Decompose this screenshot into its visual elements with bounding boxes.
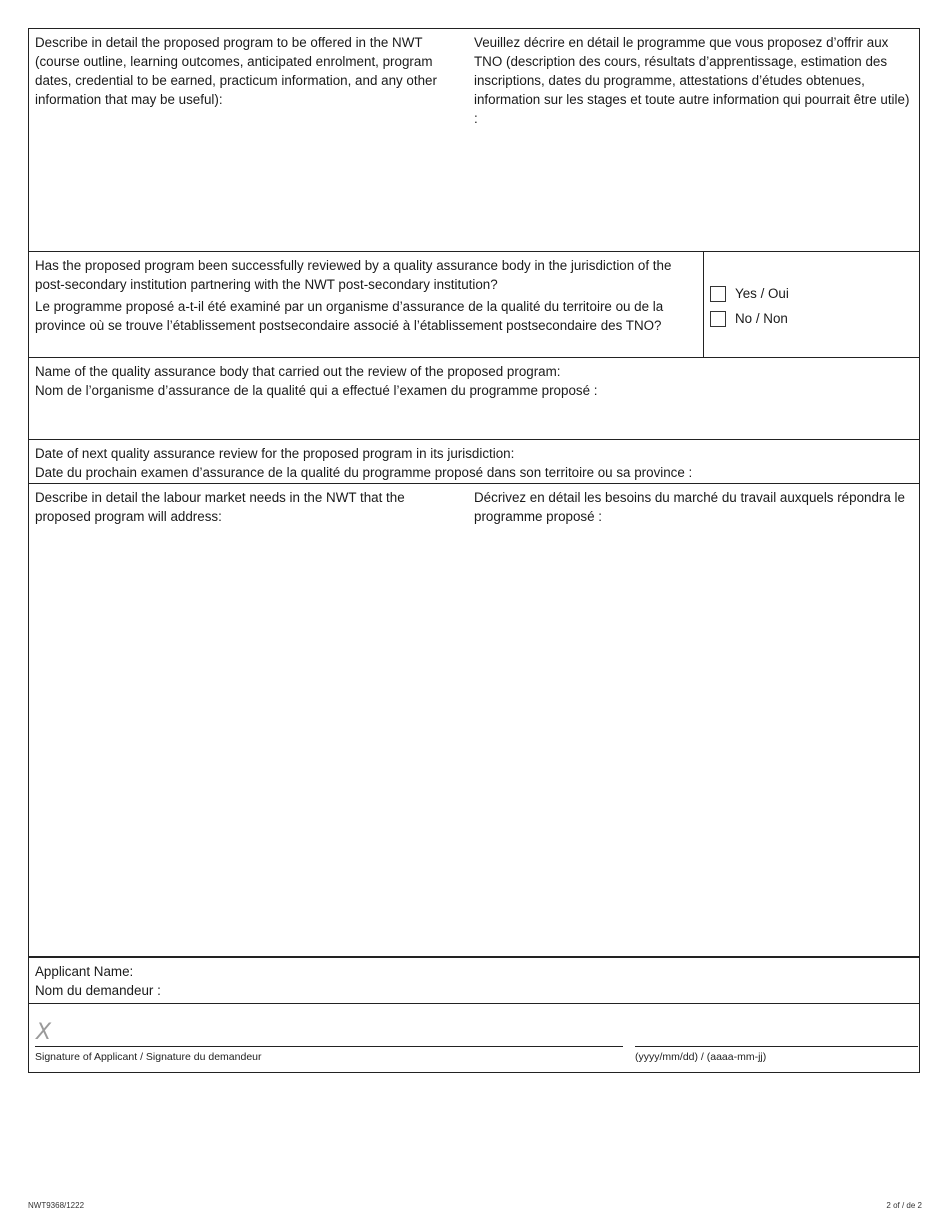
quality-review-section xyxy=(29,252,919,358)
labour-market-field[interactable] xyxy=(29,484,919,958)
signature-x-mark: X xyxy=(36,1020,52,1045)
date-format-label: (yyyy/mm/dd) / (aaaa-mm-jj) xyxy=(635,1051,767,1063)
no-checkbox[interactable] xyxy=(710,311,726,327)
qa-body-name-label-en: Name of the quality assurance body that carried out the review of the proposed program: xyxy=(35,364,561,379)
next-review-date-label-fr: Date du prochain examen d’assurance de la qualité du programme proposé dans son territoire ou sa province : xyxy=(35,465,693,480)
applicant-name-label-en: Applicant Name: xyxy=(35,964,134,979)
no-label: No / Non xyxy=(735,311,788,326)
qa-body-name-field[interactable] xyxy=(29,358,919,440)
yes-checkbox[interactable] xyxy=(710,286,726,302)
date-line[interactable] xyxy=(635,1046,918,1047)
next-review-date-label-en: Date of next quality assurance review for the proposed program in its jurisdiction: xyxy=(35,446,515,461)
quality-review-question-en: Has the proposed program been successfully reviewed by a quality assurance body in the jurisdiction of the post-secondary institution partnering with the NWT post-secondary institution? xyxy=(35,258,672,292)
applicant-name-label-fr: Nom du demandeur : xyxy=(35,983,161,998)
program-description-field[interactable] xyxy=(29,29,919,252)
yes-label: Yes / Oui xyxy=(735,286,789,301)
option-yes[interactable] xyxy=(710,281,919,306)
quality-review-question-fr: Le programme proposé a-t-il été examiné par un organisme d’assurance de la qualité du territoire ou de la province où se trouve l’établissement postsecondaire associé à l’établissement postsecondaire des TNO? xyxy=(35,299,664,333)
form-code: NWT9368/1222 xyxy=(28,1201,85,1210)
quality-review-options xyxy=(704,252,919,357)
program-description-label-en: Describe in detail the proposed program to be offered in the NWT (course outline, learning outcomes, anticipated enrolment, program dates, credential to be earned, practicum information, and any other information that may be useful): xyxy=(35,35,437,107)
signature-section xyxy=(29,1004,919,1072)
qa-body-name-label-fr: Nom de l’organisme d’assurance de la qualité qui a effectué l’examen du programme proposé : xyxy=(35,383,598,398)
next-review-date-field[interactable] xyxy=(29,440,919,484)
option-no[interactable] xyxy=(710,306,919,331)
application-form xyxy=(28,28,920,1073)
program-description-label-fr: Veuillez décrire en détail le programme que vous proposez d’offrir aux TNO (description des cours, résultats d’apprentissage, estimation des inscriptions, dates du programme, attestations d’études obtenues, information sur les stages et toute autre information qui pourrait être utile) : xyxy=(474,35,910,126)
quality-review-question xyxy=(29,252,704,357)
signature-label: Signature of Applicant / Signature du demandeur xyxy=(35,1051,262,1063)
signature-line[interactable] xyxy=(35,1046,623,1047)
page-number: 2 of / de 2 xyxy=(886,1201,922,1210)
labour-market-label-en: Describe in detail the labour market needs in the NWT that the proposed program will address: xyxy=(35,490,405,524)
labour-market-label-fr: Décrivez en détail les besoins du marché du travail auxquels répondra le programme proposé : xyxy=(474,490,905,524)
applicant-name-field[interactable] xyxy=(29,958,919,1004)
